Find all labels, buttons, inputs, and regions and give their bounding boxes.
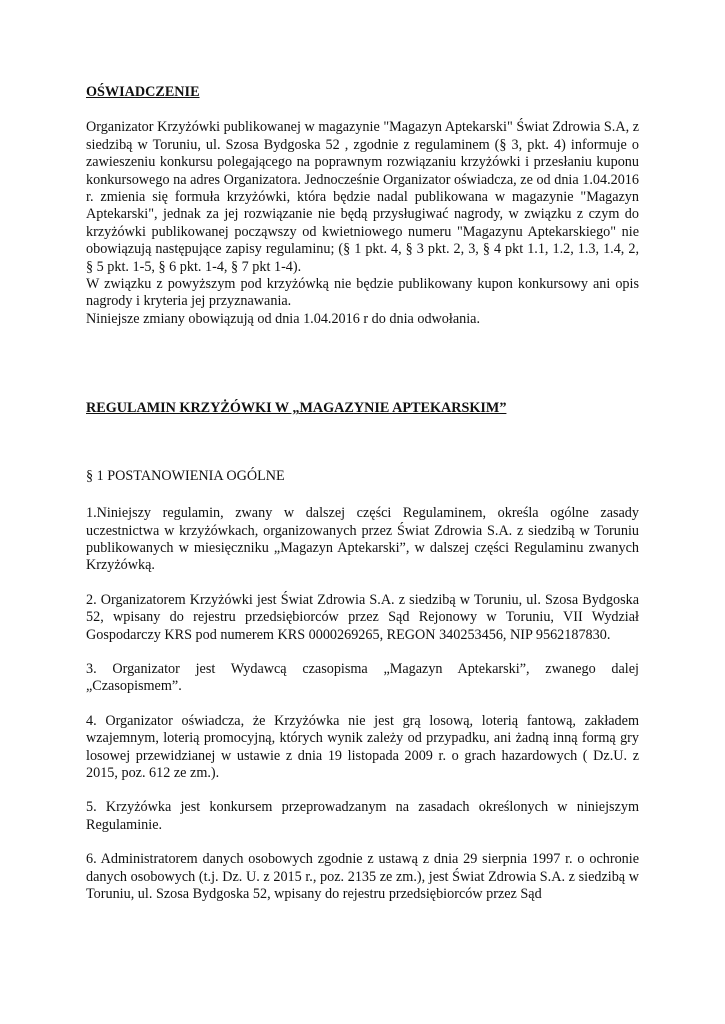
declaration-body xyxy=(86,119,639,328)
regulation-point: 4. Organizator oświadcza, że Krzyżówka nie jest grą losową, loterią fantową, zakładem wzajemnym, loterią promocyjną, których wynik zależy od przypadku, ani żadną inną formą gry losowej przewidzianej w ustawie z dnia 19 listopada 2009 r. o grach hazardowych ( Dz.U. z 2015, poz. 612 ze zm.). xyxy=(86,712,639,781)
declaration-paragraph: Organizator Krzyżówki publikowanej w magazynie "Magazyn Aptekarski" Świat Zdrowia S.A, z siedzibą w Toruniu, ul. Szosa Bydgoska 52 , zgodnie z regulaminem (§ 3, pkt. 4) informuje o zawieszeniu konkursu polegającego na poprawnym rozwiązaniu krzyżówki i przesłaniu kuponu konkursowego na adres Organizatora. Jednocześnie Organizator oświadcza, ze od dnia 1.04.2016 r. zmienia się formuła krzyżówki, która będzie nadal publikowana w magazynie "Magazyn Aptekarski", jednak za jej rozwiązanie nie będą przysługiwać nagrody, w związku z czym do krzyżówki publikowanej począwszy od kwietniowego numeru "Magazynu Aptekarskiego" nie obowiązują następujące zapisy regulaminu; (§ 1 pkt. 4, § 3 pkt. 2, 3, § 4 pkt 1.1, 1.2, 1.3, 1.4, 2, § 5 pkt. 1-5, § 6 pkt. 1-4, § 7 pkt 1-4). xyxy=(86,119,639,275)
regulation-point: 5. Krzyżówka jest konkursem przeprowadzanym na zasadach określonych w niniejszym Regulaminie. xyxy=(86,799,639,833)
declaration-paragraph: W związku z powyższym pod krzyżówką nie będzie publikowany kupon konkursowy ani opis nagrody i kryteria jej przyznawania. xyxy=(86,276,639,310)
section-title: § 1 POSTANOWIENIA OGÓLNE xyxy=(86,467,285,484)
regulation-point: 6. Administratorem danych osobowych zgodnie z ustawą z dnia 29 sierpnia 1997 r. o ochronie danych osobowych (t.j. Dz. U. z 2015 r., poz. 2135 ze zm.), jest Świat Zdrowia S.A. z siedzibą w Toruniu, ul. Szosa Bydgoska 52, wpisany do rejestru przedsiębiorców przez Sąd xyxy=(86,851,639,902)
declaration-title: OŚWIADCZENIE xyxy=(86,84,200,100)
regulation-point: 3. Organizator jest Wydawcą czasopisma „Magazyn Aptekarski”, zwanego dalej „Czasopismem”. xyxy=(86,660,639,695)
regulation-title: REGULAMIN KRZYŻÓWKI W „MAGAZYNIE APTEKARSKIM” xyxy=(86,400,507,417)
regulation-point: 1.Niniejszy regulamin, zwany w dalszej części Regulaminem, określa ogólne zasady uczestnictwa w krzyżówkach, organizowanych przez Świat Zdrowia S.A. z siedzibą w Toruniu publikowanych w miesięczniku „Magazyn Aptekarski”, w dalszej części Regulaminu zwanych Krzyżówką. xyxy=(86,505,639,574)
regulation-point: 2. Organizatorem Krzyżówki jest Świat Zdrowia S.A. z siedzibą w Toruniu, ul. Szosa Bydgoska 52, wpisany do rejestru przedsiębiorców przez Sąd Rejonowy w Toruniu, VII Wydział Gospodarczy KRS pod numerem KRS 0000269265, REGON 340253456, NIP 9562187830. xyxy=(86,591,639,643)
declaration-paragraph: Niniejsze zmiany obowiązują od dnia 1.04.2016 r do dnia odwołania. xyxy=(86,310,481,327)
